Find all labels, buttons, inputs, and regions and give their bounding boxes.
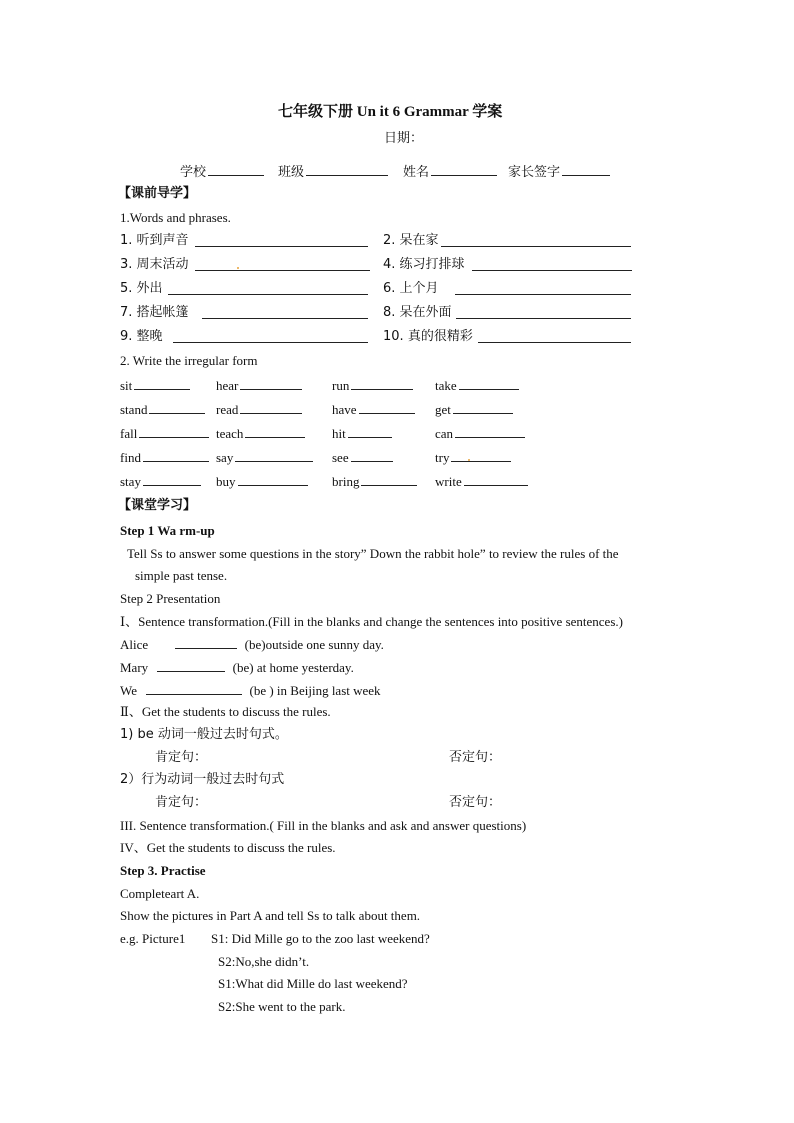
- verb-item: [216, 473, 308, 490]
- verb-word: buy: [216, 474, 236, 489]
- name-blank[interactable]: [431, 163, 497, 176]
- phrase-text: 上个月: [399, 281, 439, 296]
- pre-class-heading: 【课前导学】: [118, 186, 197, 201]
- phrase-num: 10.: [383, 329, 404, 344]
- verb-word: bring: [332, 474, 360, 489]
- in-class-heading: 【课堂学习】: [118, 498, 197, 513]
- phrase-3: [120, 257, 189, 273]
- verb-item: [216, 449, 313, 466]
- verb-blank[interactable]: [453, 401, 513, 414]
- verb-item: [435, 401, 513, 418]
- negative-label-1: 否定句：: [449, 750, 502, 765]
- phrase-5: [120, 281, 163, 297]
- verb-word: sit: [120, 378, 133, 393]
- verb-blank[interactable]: [149, 401, 205, 414]
- verb-word: take: [435, 378, 457, 393]
- verb-word: have: [332, 402, 357, 417]
- verb-blank[interactable]: [351, 377, 413, 390]
- name-label: 姓名: [403, 165, 430, 180]
- verb-blank[interactable]: [245, 425, 305, 438]
- phrase-num: 4.: [383, 257, 396, 272]
- dialogue-line-1: S1: Did Mille go to the zoo last weekend?: [211, 931, 430, 946]
- name-field: [403, 163, 497, 181]
- verb-word: write: [435, 474, 462, 489]
- phrase-num: 2.: [383, 233, 396, 248]
- verb-blank[interactable]: [235, 449, 313, 462]
- step2-ii: Ⅱ、Get the students to discuss the rules.: [120, 704, 331, 719]
- school-field: [180, 163, 264, 181]
- verb-blank[interactable]: [464, 473, 528, 486]
- verb-item: [216, 401, 302, 418]
- phrase-7-blank[interactable]: [202, 305, 368, 319]
- negative-label-2: 否定句：: [449, 795, 502, 810]
- phrase-num: 7.: [120, 305, 133, 320]
- phrase-1-blank[interactable]: [195, 233, 368, 247]
- phrase-text: 搭起帐篷: [136, 305, 189, 320]
- rule-2: 2）行为动词一般过去时句式: [120, 772, 285, 787]
- phrase-text: 呆在家: [399, 233, 439, 248]
- step2-title: Step 2 Presentation: [120, 591, 221, 606]
- sentence-3: [120, 682, 381, 699]
- verb-item: [332, 473, 417, 490]
- verb-blank[interactable]: [455, 425, 525, 438]
- page-title: 七年级下册 Un it 6 Grammar 学案: [278, 104, 503, 120]
- sentence-blank[interactable]: [146, 682, 242, 695]
- affirm-label-1: 肯定句：: [155, 750, 208, 765]
- verb-word: run: [332, 378, 350, 393]
- phrase-num: 5.: [120, 281, 133, 296]
- verb-item: [120, 449, 209, 466]
- verb-blank[interactable]: [139, 425, 209, 438]
- step1-title: Step 1 Wa rm-up: [120, 523, 215, 538]
- phrase-4-blank[interactable]: [472, 257, 632, 271]
- step2-iii: III. Sentence transformation.( Fill in the blanks and ask and answer questions): [120, 818, 527, 833]
- verb-blank[interactable]: [143, 449, 209, 462]
- mark-dot: [468, 459, 470, 461]
- verb-item: [435, 377, 519, 394]
- phrase-9-blank[interactable]: [173, 329, 368, 343]
- phrase-8-blank[interactable]: [456, 305, 631, 319]
- phrase-6-blank[interactable]: [455, 281, 631, 295]
- phrase-9: [120, 329, 163, 345]
- sentence-blank[interactable]: [175, 636, 237, 649]
- rule-1: 1) be 动词一般过去时句式。: [120, 727, 288, 742]
- verb-blank[interactable]: [459, 377, 519, 390]
- example-label: e.g. Picture1: [120, 931, 186, 946]
- sentence-2: [120, 659, 354, 676]
- phrase-text: 听到声音: [136, 233, 189, 248]
- phrase-text: 外出: [136, 281, 163, 296]
- verb-word: teach: [216, 426, 244, 441]
- verb-blank[interactable]: [451, 449, 511, 462]
- sentence-subject: Alice: [120, 637, 149, 652]
- phrase-3-blank[interactable]: [195, 257, 370, 271]
- verb-item: [332, 401, 415, 418]
- verb-word: say: [216, 450, 234, 465]
- verb-word: hit: [332, 426, 346, 441]
- verb-word: find: [120, 450, 141, 465]
- phrase-text: 真的很精彩: [407, 329, 473, 344]
- sentence-subject: We: [120, 683, 137, 698]
- phrase-num: 6.: [383, 281, 396, 296]
- verb-blank[interactable]: [240, 401, 302, 414]
- verb-item: [435, 473, 528, 490]
- step3-line-2: Show the pictures in Part A and tell Ss to talk about them.: [120, 908, 421, 923]
- phrase-num: 9.: [120, 329, 133, 344]
- class-field: [278, 163, 388, 181]
- affirm-label-2: 肯定句：: [155, 795, 208, 810]
- phrase-num: 1.: [120, 233, 133, 248]
- school-label: 学校: [180, 165, 207, 180]
- phrase-7: [120, 305, 189, 321]
- verb-word: fall: [120, 426, 138, 441]
- verb-word: read: [216, 402, 239, 417]
- parent-sign-label: 家长签字: [508, 165, 561, 180]
- verb-word: stay: [120, 474, 141, 489]
- part1-title: 1.Words and phrases.: [120, 210, 231, 225]
- class-blank[interactable]: [306, 163, 388, 176]
- verb-blank[interactable]: [238, 473, 308, 486]
- verb-word: hear: [216, 378, 239, 393]
- step1-text-1: Tell Ss to answer some questions in the story” Down the rabbit hole” to review the rules of the: [127, 546, 619, 561]
- sentence-rest: (be)outside one sunny day.: [244, 637, 384, 652]
- step3-line-1: Completeart A.: [120, 886, 200, 901]
- parent-sign-blank[interactable]: [562, 163, 610, 176]
- phrase-text: 练习打排球: [399, 257, 465, 272]
- phrase-num: 8.: [383, 305, 396, 320]
- verb-blank[interactable]: [143, 473, 201, 486]
- step3-title: Step 3. Practise: [120, 863, 206, 878]
- sentence-rest: (be) at home yesterday.: [232, 660, 354, 675]
- verb-item: [216, 425, 305, 442]
- sentence-blank[interactable]: [157, 659, 225, 672]
- school-blank[interactable]: [208, 163, 264, 176]
- phrase-2-blank[interactable]: [441, 233, 631, 247]
- sentence-1: [120, 636, 384, 653]
- part2-title: 2. Write the irregular form: [120, 353, 258, 368]
- verb-blank[interactable]: [361, 473, 417, 486]
- verb-blank[interactable]: [359, 401, 415, 414]
- verb-item: [332, 425, 392, 442]
- phrase-10-blank[interactable]: [478, 329, 631, 343]
- phrase-6: [383, 281, 439, 297]
- phrase-4: [383, 257, 465, 273]
- verb-item: [120, 473, 201, 490]
- phrase-1: [120, 233, 189, 249]
- verb-item: [332, 377, 413, 394]
- verb-item: [120, 401, 205, 418]
- verb-item: [332, 449, 393, 466]
- verb-word: try: [435, 450, 450, 465]
- step2-iv: IV、Get the students to discuss the rules.: [120, 840, 336, 855]
- step1-text-2: simple past tense.: [135, 568, 228, 583]
- verb-blank[interactable]: [134, 377, 190, 390]
- phrase-10: [383, 329, 473, 345]
- phrase-8: [383, 305, 452, 321]
- verb-blank[interactable]: [348, 425, 392, 438]
- verb-item: [120, 377, 190, 394]
- verb-word: see: [332, 450, 349, 465]
- verb-word: get: [435, 402, 451, 417]
- verb-item: [120, 425, 209, 442]
- phrase-text: 呆在外面: [399, 305, 452, 320]
- phrase-text: 整晚: [136, 329, 163, 344]
- verb-blank[interactable]: [351, 449, 393, 462]
- verb-blank[interactable]: [240, 377, 302, 390]
- phrase-2: [383, 233, 439, 249]
- date-label: 日期：: [384, 131, 424, 146]
- dialogue-line-4: S2:She went to the park.: [218, 999, 346, 1014]
- verb-item: [216, 377, 302, 394]
- phrase-num: 3.: [120, 257, 133, 272]
- phrase-5-blank[interactable]: [168, 281, 368, 295]
- sentence-rest: (be ) in Beijing last week: [249, 683, 381, 698]
- verb-item: [435, 425, 525, 442]
- verb-item: [435, 449, 511, 466]
- class-label: 班级: [278, 165, 305, 180]
- parent-sign-field: [508, 163, 610, 181]
- phrase-text: 周末活动: [136, 257, 189, 272]
- step2-i: Ⅰ、Sentence transformation.(Fill in the blanks and change the sentences into positive sentences.): [120, 614, 623, 629]
- dialogue-line-3: S1:What did Mille do last weekend?: [218, 976, 408, 991]
- verb-word: can: [435, 426, 454, 441]
- sentence-subject: Mary: [120, 660, 149, 675]
- mark-dot: [237, 267, 239, 269]
- dialogue-line-2: S2:No,she didn’t.: [218, 954, 310, 969]
- verb-word: stand: [120, 402, 148, 417]
